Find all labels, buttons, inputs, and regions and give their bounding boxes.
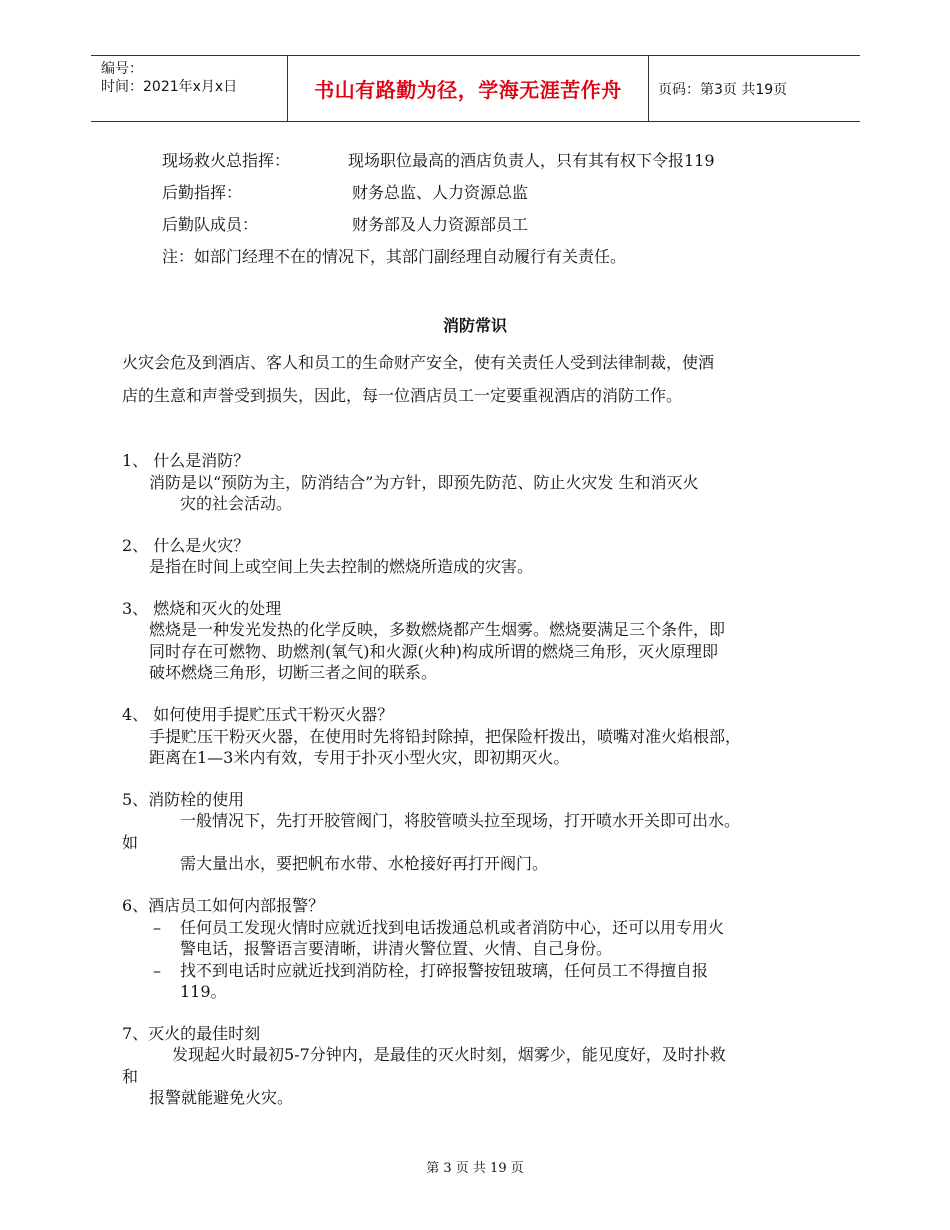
answer-line: 报警就能避免火灾。 [149,1088,294,1107]
role-label: 现场救火总指挥： [162,151,291,170]
question-heading: 3、 燃烧和灭火的处理 [122,599,282,618]
intro-line: 店的生意和声誉受到损失，因此，每一位酒店员工一定要重视酒店的消防工作。 [122,386,683,405]
section-title: 消防常识 [442,316,507,335]
answer-line: 灾的社会活动。 [180,494,293,513]
answer-line: 找不到电话时应就近找到消防栓，打碎报警按钮玻璃，任何员工不得擅自报 [180,961,709,980]
page-footer: 第 3 页 共 19 页 [426,1161,524,1176]
answer-line: 破坏燃烧三角形，切断三者之间的联系。 [149,663,438,682]
answer-line: 119。 [180,982,227,1001]
question-heading: 2、 什么是火灾？ [122,536,250,555]
page-header [91,55,860,122]
question-heading: 7、灭火的最佳时刻 [122,1024,261,1043]
role-value: 现场职位最高的酒店负责人，只有其有权下令报119 [348,151,715,170]
role-label: 后勤指挥： [162,183,243,202]
answer-line: 和 [122,1067,139,1086]
bullet-dash: – [153,961,161,980]
question-heading: 6、酒店员工如何内部报警？ [122,896,325,915]
question-heading: 5、消防栓的使用 [122,790,245,809]
role-label: 后勤队成员： [162,215,259,234]
answer-line: 燃烧是一种发光发热的化学反映，多数燃烧都产生烟雾。燃烧要满足三个条件，即 [149,620,726,639]
answer-line: 消防是以“预防为主，防消结合”为方针，即预先防范、防止火灾发 生和消灭火 [149,473,699,492]
header-page-info: 页码：第3页 共19页 [658,81,788,98]
answer-line: 一般情况下，先打开胶管阀门，将胶管喷头拉至现场，打开喷水开关即可出水。 [180,811,741,830]
question-heading: 4、 如何使用手提贮压式干粉灭火器？ [122,705,394,724]
answer-line: 是指在时间上或空间上失去控制的燃烧所造成的灾害。 [149,557,534,576]
header-motto: 书山有路勤为径，学海无涯苦作舟 [287,56,649,121]
bullet-dash: – [153,918,161,937]
answer-line: 如 [122,833,139,852]
answer-line: 发现起火时最初5-7分钟内，是最佳的灭火时刻，烟雾少，能见度好，及时扑救 [172,1045,726,1064]
intro-line: 火灾会危及到酒店、客人和员工的生命财产安全，使有关责任人受到法律制裁，使酒 [122,353,715,372]
answer-line: 任何员工发现火情时应就近找到电话拨通总机或者消防中心，还可以用专用火 [180,918,725,937]
note: 注：如部门经理不在的情况下，其部门副经理自动履行有关责任。 [162,247,627,266]
answer-line: 同时存在可燃物、助燃剂(氧气)和火源(火种)构成所谓的燃烧三角形，灭火原理即 [149,642,718,661]
role-value: 财务总监、人力资源总监 [352,183,529,202]
role-value: 财务部及人力资源部员工 [352,215,529,234]
date-line: 时间：2021年x月x日 [101,79,238,95]
answer-line: 距离在1—3米内有效，专用于扑灭小型火灾，即初期灭火。 [149,748,570,767]
header-meta [91,56,287,121]
answer-line: 手提贮压干粉灭火器，在使用时先将铅封除掉，把保险杆拨出，喷嘴对准火焰根部， [149,727,742,746]
answer-line: 需大量出水，要把帆布水带、水枪接好再打开阀门。 [180,854,549,873]
answer-line: 警电话，报警语言要清晰，讲清火警位置、火情、自己身份。 [180,939,613,958]
question-heading: 1、 什么是消防？ [122,451,250,470]
serial-label: 编号： [101,61,143,77]
